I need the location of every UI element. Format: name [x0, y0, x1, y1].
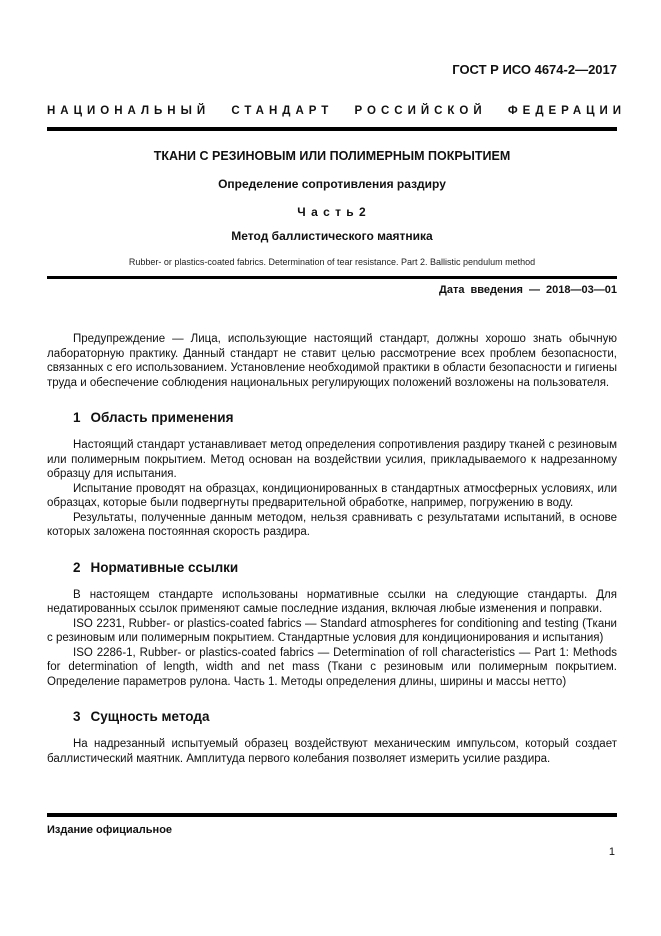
section-title: Область применения: [90, 410, 234, 425]
paragraph: Настоящий стандарт устанавливает метод определения сопротивления раздиру тканей с резиновым или полимерным покрытием. Метод основан на воздействии усилия, прикладываемого к надрезанному образцу для испытания.: [47, 439, 617, 480]
warning-paragraph: Предупреждение — Лица, использующие настоящий стандарт, должны хорошо знать обычную лабораторную практику. Данный стандарт не ставит целью рассмотрение всех проблем безопасности, связанных с его использованием. Установление необходимой практики в области безопасности и гигиены труда и обеспечение соблюдения национальных регулирующих положений возложены на пользователя.: [47, 333, 617, 389]
document-title-english: Rubber- or plastics-coated fabrics. Determination of tear resistance. Part 2. Ballistic pendulum method: [128, 257, 536, 267]
effective-date: Дата введения — 2018—03—01: [439, 284, 617, 296]
section-title: Сущность метода: [90, 709, 210, 724]
section-3-heading: [73, 709, 617, 725]
document-title: ТКАНИ С РЕЗИНОВЫМ ИЛИ ПОЛИМЕРНЫМ ПОКРЫТИЕМ: [153, 149, 511, 163]
paragraph: На надрезанный испытуемый образец воздействуют механическим импульсом, который создает баллистический маятник. Амплитуда первого колебания позволяет измерить усилие раздира.: [47, 738, 617, 765]
paragraph: Результаты, полученные данным методом, нельзя сравнивать с результатами испытаний, в основе которых заложена постоянная скорость раздира.: [47, 511, 617, 538]
paragraph: Испытание проводят на образцах, кондиционированных в стандартных атмосферных условиях, или образцах, которые были подвергнуты предварительной обработке, например, погружению в воду.: [47, 482, 617, 509]
section-number: 1: [73, 410, 81, 425]
paragraph: ISO 2286-1, Rubber- or plastics-coated fabrics — Determination of roll characteristics — Part 1: Methods for determination of length, width and net mass (Ткани с резиновым или полимерным покрытием. Определение параметров рулона. Часть 1. Методы определения длины, ширины и массы нетто): [47, 646, 617, 688]
section-number: 2: [73, 559, 81, 575]
title-block: [47, 149, 617, 268]
doc-number: ГОСТ Р ИСО 4674-2—2017: [452, 62, 617, 77]
section-2-heading: [73, 560, 617, 576]
edition-note: Издание официальное: [47, 824, 173, 836]
document-body: [47, 332, 617, 766]
section-title: Нормативные ссылки: [90, 559, 239, 575]
document-subtitle: Определение сопротивления раздиру: [218, 177, 446, 191]
paragraph: В настоящем стандарте использованы нормативные ссылки на следующие стандарты. Для недатированных ссылок применяют самые последние издания, включая любые изменения и поправки.: [47, 588, 617, 615]
section-1-heading: [73, 410, 617, 426]
document-part: Ч а с т ь 2: [297, 205, 367, 219]
page-number: 1: [608, 846, 615, 858]
paragraph: ISO 2231, Rubber- or plastics-coated fabrics — Standard atmospheres for conditioning and testing (Ткани с резиновым или полимерным покрытием. Стандартные условия для кондиционирования и испытания): [47, 617, 617, 644]
footer-rule: [47, 813, 617, 817]
standard-type-line: НАЦИОНАЛЬНЫЙ СТАНДАРТ РОССИЙСКОЙ ФЕДЕРАЦИИ: [47, 105, 627, 117]
document-method-title: Метод баллистического маятника: [231, 229, 433, 243]
header-rule: [47, 127, 617, 131]
title-rule: [47, 276, 617, 279]
section-number: 3: [73, 709, 81, 724]
